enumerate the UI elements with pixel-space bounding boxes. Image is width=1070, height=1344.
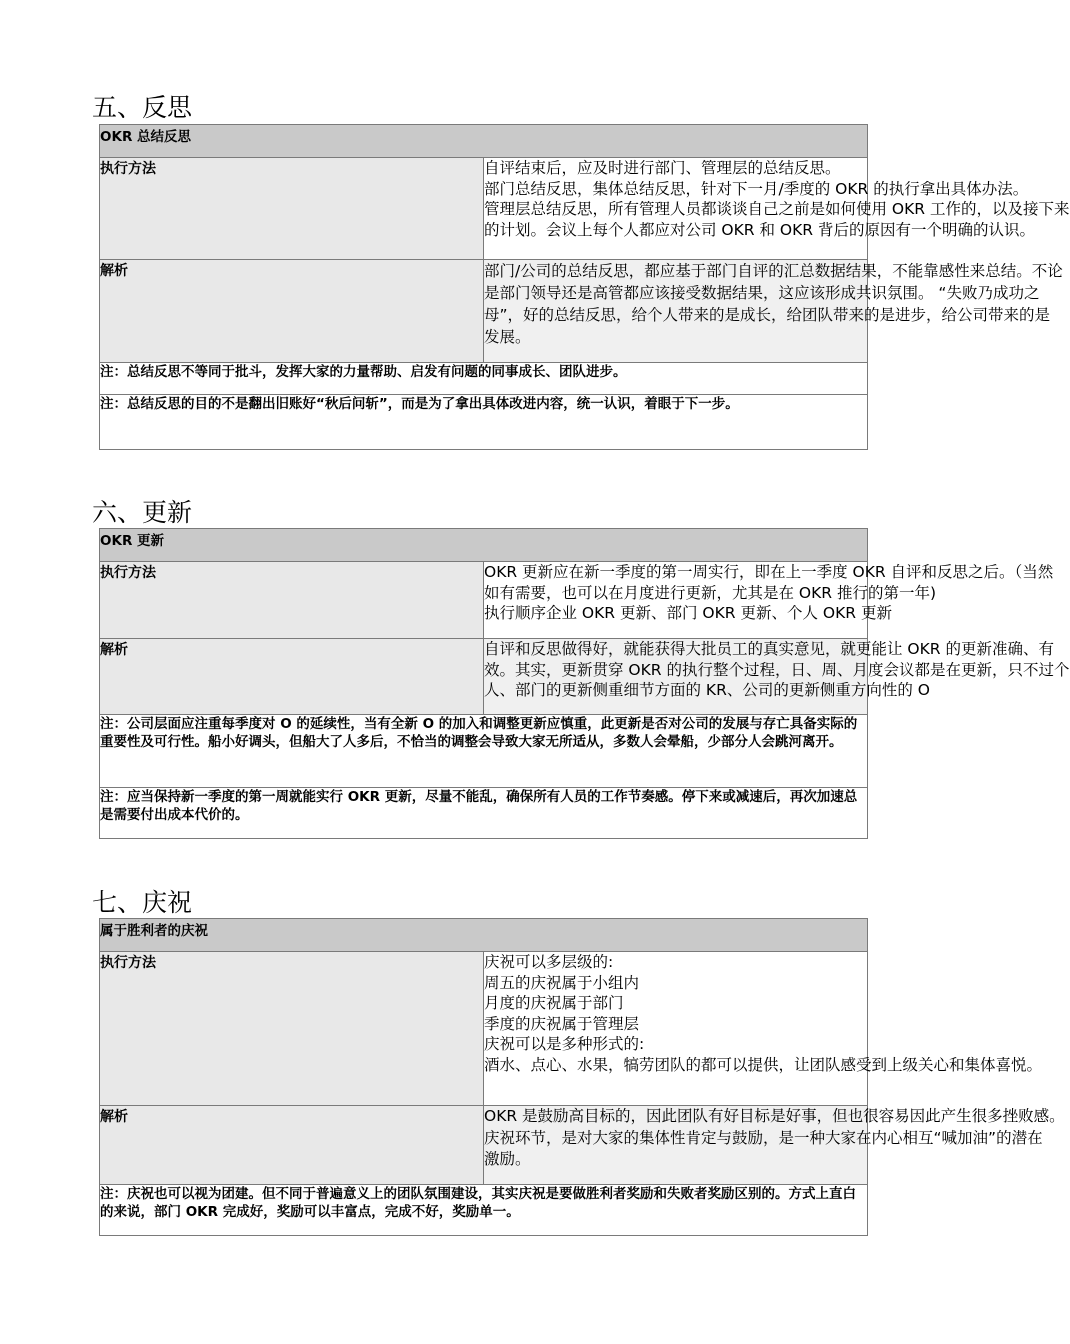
table-header: OKR 总结反思: [100, 125, 868, 158]
text-line: 人、部门的更新侧重细节方面的 KR、公司的更新侧重方向性的 O: [484, 681, 930, 699]
okr-reflection-table: [99, 124, 1070, 450]
text-line: 周五的庆祝属于小组内: [484, 973, 640, 992]
section-title-reflection: 五、反思: [92, 93, 193, 122]
section-title-update: 六、更新: [92, 498, 193, 527]
section-title-celebration: 七、庆祝: [92, 888, 193, 917]
text-line: 月度的庆祝属于部门: [484, 994, 624, 1012]
table-header: 属于胜利者的庆祝: [100, 919, 868, 952]
okr-update-table: [99, 528, 1070, 839]
text-line: 效。其实，更新贯穿 OKR 的执行整个过程，日、周、月度会议都是在更新，只不过个: [484, 660, 1070, 679]
text-line: 酒水、点心、水果，犒劳团队的都可以提供，让团队感受到上级关心和集体喜悦。: [484, 1055, 1043, 1074]
text-line: 执行顺序企业 OKR 更新、部门 OKR 更新、个人 OKR 更新: [484, 604, 892, 622]
row-label-method: 执行方法: [100, 952, 484, 1106]
text-line: 季度的庆祝属于管理层: [484, 1014, 640, 1033]
text-line: 的计划。会议上每个人都应对公司 OKR 和 OKR 背后的原因有一个明确的认识。: [484, 220, 1035, 239]
row-content-method: [484, 952, 1043, 1106]
row-content-analysis: [484, 1106, 1065, 1185]
row-content-method: [484, 158, 1070, 260]
text-line: 如有需要，也可以在月度进行更新，尤其是在 OKR 推行的第一年): [484, 583, 937, 602]
text-line: 自评结束后，应及时进行部门、管理层的总结反思。: [484, 159, 841, 177]
row-content-analysis: [484, 639, 1070, 715]
text-line: 管理层总结反思，所有管理人员都谈谈自己之前是如何使用 OKR 工作的，以及接下来: [484, 200, 1070, 218]
table-header: OKR 更新: [100, 529, 868, 562]
text-line: 部门/公司的总结反思，都应基于部门自评的汇总数据结果，不能靠感性来总结。不论: [484, 262, 1063, 280]
text-line: 庆祝环节，是对大家的集体性肯定与鼓励，是一种大家在内心相互“喊加油”的潜在: [484, 1128, 1043, 1147]
row-label-method: 执行方法: [100, 562, 484, 639]
text-line: 激励。: [484, 1150, 531, 1168]
row-content-method: [484, 562, 1054, 639]
okr-celebration-table: [99, 918, 1065, 1236]
note: 注：公司层面应注重每季度对 O 的延续性，当有全新 O 的加入和调整更新应慎重，此更新是否对公司的发展与存亡具备实际的重要性及可行性。船小好调头，但船大了人多后，不恰当的调整会导致大家无所适从，多数人会晕船，少部分人会跳河离开。: [100, 715, 868, 788]
row-label-analysis: 解析: [100, 639, 484, 715]
text-line: 自评和反思做得好，就能获得大批员工的真实意见，就更能让 OKR 的更新准确、有: [484, 640, 1054, 658]
row-label-analysis: 解析: [100, 1106, 484, 1185]
note: 注：总结反思不等同于批斗，发挥大家的力量帮助、启发有问题的同事成长、团队进步。: [100, 363, 868, 395]
text-line: OKR 更新应在新一季度的第一周实行，即在上一季度 OKR 自评和反思之后。（当然: [484, 563, 1054, 581]
text-line: 是部门领导还是高管都应该接受数据结果，这应该形成共识氛围。 “失败乃成功之: [484, 284, 1040, 302]
text-line: 发展。: [484, 328, 531, 346]
text-line: 庆祝可以是多种形式的:: [484, 1035, 645, 1053]
note: 注：总结反思的目的不是翻出旧账好“秋后问斩”，而是为了拿出具体改进内容，统一认识，着眼于下一步。: [100, 395, 868, 450]
row-content-analysis: [484, 260, 1063, 363]
text-line: 母”，好的总结反思，给个人带来的是成长，给团队带来的是进步，给公司带来的是: [484, 306, 1051, 324]
text-line: 部门总结反思，集体总结反思，针对下一月/季度的 OKR 的执行拿出具体办法。: [484, 179, 1029, 198]
row-label-method: 执行方法: [100, 158, 484, 260]
text-line: 庆祝可以多层级的:: [484, 953, 614, 971]
text-line: OKR 是鼓励高目标的，因此团队有好目标是好事，但也很容易因此产生很多挫败感。: [484, 1107, 1065, 1125]
row-label-analysis: 解析: [100, 260, 484, 363]
note: 注：庆祝也可以视为团建。但不同于普遍意义上的团队氛围建设，其实庆祝是要做胜利者奖励和失败者奖励区别的。方式上直白的来说，部门 OKR 完成好，奖励可以丰富点，完成不好，奖励单一。: [100, 1185, 868, 1236]
note: 注：应当保持新一季度的第一周就能实行 OKR 更新，尽量不能乱，确保所有人员的工作节奏感。停下来或减速后，再次加速总是需要付出成本代价的。: [100, 788, 868, 839]
